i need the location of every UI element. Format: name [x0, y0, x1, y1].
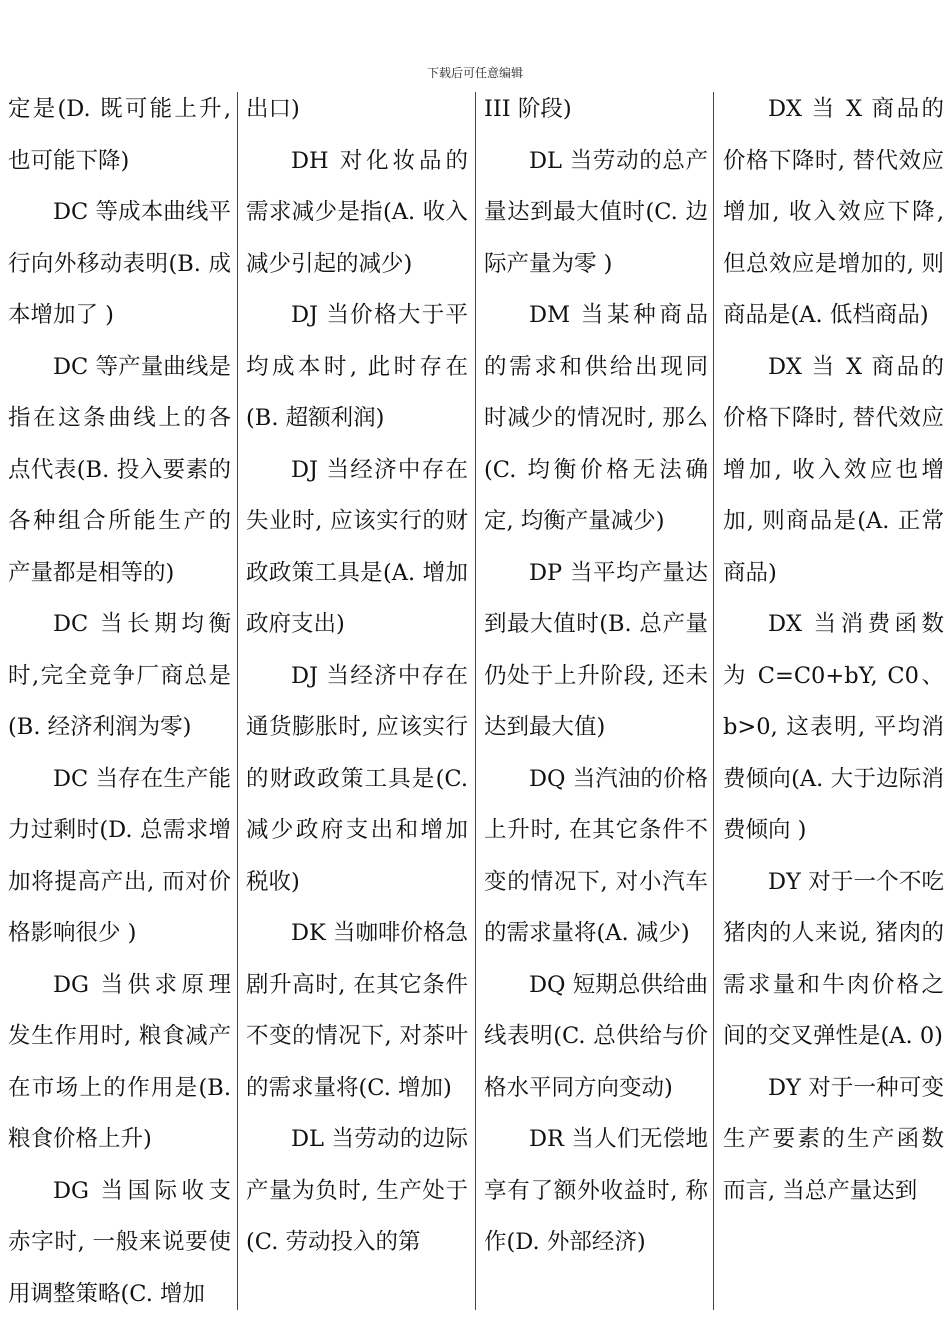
- paragraph: DC 等成本曲线平行向外移动表明(B. 成本增加了 ): [8, 199, 231, 328]
- page-header: 下载后可任意编辑: [426, 66, 523, 80]
- paragraph: DC 当存在生产能力过剩时(D. 总需求增加将提高产出, 而对价格影响很少 ): [8, 765, 231, 946]
- paragraph: DH 对化妆品的需求减少是指(A. 收入减少引起的减少): [246, 147, 468, 277]
- text-column-2: [246, 84, 468, 1316]
- paragraph: DC 当长期均衡时,完全竞争厂商总是(B. 经济利润为零): [8, 611, 231, 740]
- paragraph: 定是(D. 既可能上升,也可能下降): [8, 96, 231, 174]
- paragraph: DJ 当经济中存在失业时, 应该实行的财政政策工具是(A. 增加政府支出): [246, 456, 468, 637]
- paragraph: DG 当供求原理发生作用时, 粮食减产在市场上的作用是(B. 粮食价格上升): [8, 971, 231, 1152]
- text-column-3: [484, 84, 708, 1316]
- text-column-4: [723, 84, 944, 1316]
- paragraph: DC 等产量曲线是指在这条曲线上的各点代表(B. 投入要素的各种组合所能生产的产量都是相等的): [8, 353, 231, 586]
- paragraph: DL 当劳动的边际产量为负时, 生产处于(C. 劳动投入的第: [246, 1126, 468, 1255]
- paragraph: DQ 短期总供给曲线表明(C. 总供给与价格水平同方向变动): [484, 971, 708, 1101]
- paragraph: DJ 当价格大于平均成本时, 此时存在(B. 超额利润): [246, 302, 468, 431]
- paragraph: DX 当 X 商品的价格下降时, 替代效应增加, 收入效应也增加, 则商品是(A. 正常商品): [723, 353, 944, 586]
- column-divider: [713, 92, 714, 1310]
- column-divider: [475, 92, 476, 1310]
- text-column-1: [8, 84, 231, 1316]
- paragraph: DG 当国际收支赤字时, 一般来说要使用调整策略(C. 增加: [8, 1177, 231, 1307]
- paragraph: DX 当消费函数为 C=C0+bY, C0、 b>0, 这表明, 平均消费倾向(A. 大于边际消费倾向 ): [723, 611, 944, 843]
- column-divider: [237, 92, 238, 1310]
- paragraph: DY 对于一种可变生产要素的生产函数而言, 当总产量达到: [723, 1074, 944, 1204]
- paragraph: DX 当 X 商品的价格下降时, 替代效应增加, 收入效应下降, 但总效应是增加的, 则商品是(A. 低档商品): [723, 96, 944, 328]
- paragraph: DJ 当经济中存在通货膨胀时, 应该实行的财政政策工具是(C. 减少政府支出和增加税收): [246, 662, 468, 895]
- paragraph: DK 当咖啡价格急剧升高时, 在其它条件不变的情况下, 对茶叶的需求量将(C. 增加): [246, 920, 468, 1101]
- paragraph: III 阶段): [484, 96, 572, 122]
- paragraph: 出口): [246, 96, 300, 122]
- paragraph: DP 当平均产量达到最大值时(B. 总产量仍处于上升阶段, 还未达到最大值): [484, 559, 708, 740]
- paragraph: DM 当某种商品的需求和供给出现同时减少的情况时, 那么(C. 均衡价格无法确定, 均衡产量减少): [484, 302, 708, 534]
- paragraph: DL 当劳动的总产量达到最大值时(C. 边际产量为零 ): [484, 147, 708, 277]
- paragraph: DQ 当汽油的价格上升时, 在其它条件不变的情况下, 对小汽车的需求量将(A. 减少): [484, 765, 708, 946]
- paragraph: DR 当人们无偿地享有了额外收益时, 称作(D. 外部经济): [484, 1126, 708, 1255]
- paragraph: DY 对于一个不吃猪肉的人来说, 猪肉的需求量和牛肉价格之间的交叉弹性是(A. 0): [723, 868, 944, 1049]
